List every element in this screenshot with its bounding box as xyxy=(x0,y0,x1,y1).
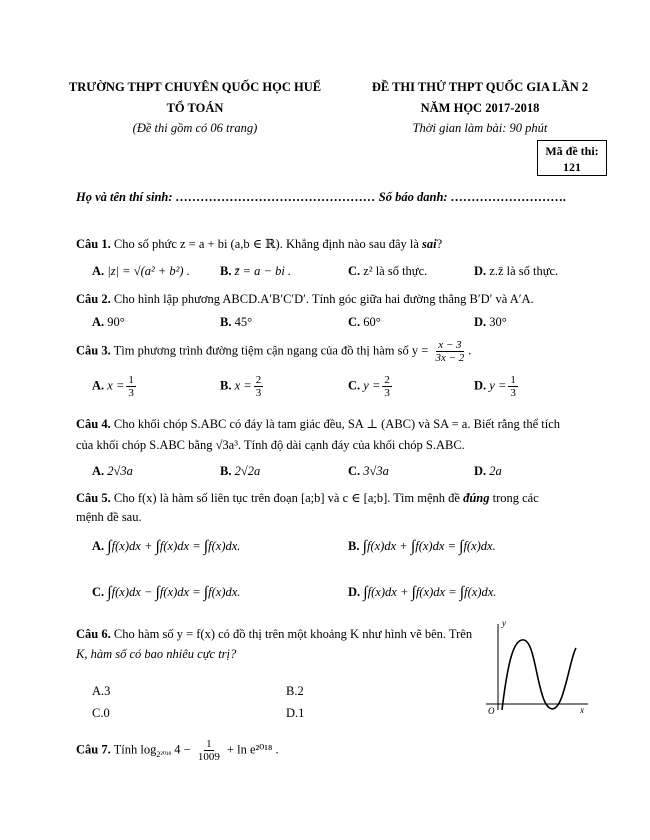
q5-option-a[interactable]: A. ∫f(x)dx + ∫f(x)dx = ∫f(x)dx. xyxy=(92,538,241,555)
question-4-line-1: Câu 4. Cho khối chóp S.ABC có đáy là tam giác đều, SA ⊥ (ABC) và SA = a. Biết rằng thể tích xyxy=(76,417,561,431)
exam-time: Thời gian làm bài: 90 phút xyxy=(412,121,548,135)
school-year: NĂM HỌC 2017-2018 xyxy=(420,101,540,115)
q3-option-a[interactable]: A. x = $\frac{1}{3}$ xyxy=(92,374,134,399)
function-curve xyxy=(502,640,576,710)
q1-option-c[interactable]: C. z² là số thực. xyxy=(348,264,428,278)
x-axis-label: x xyxy=(580,705,584,715)
school-name: TRƯỜNG THPT CHUYÊN QUỐC HỌC HUẾ xyxy=(68,80,322,94)
question-3: Câu 3. Tìm phương trình đường tiệm cận ngang của đồ thị hàm số y = $\frac{x - 3}{3x - 2}$ . xyxy=(76,339,472,364)
question-5-line-1: Câu 5. Cho f(x) là hàm số liên tục trên đoạn [a;b] và c ∈ [a;b]. Tìm mệnh đề đúng trong các xyxy=(76,491,539,505)
q4-option-c[interactable]: C. 3√3a xyxy=(348,464,389,478)
q4-option-d[interactable]: D. 2a xyxy=(474,464,502,478)
q4-option-b[interactable]: B. 2√2a xyxy=(220,464,261,478)
q6-option-a[interactable]: A.3 xyxy=(92,684,111,698)
q3-option-d[interactable]: D. y = $\frac{1}{3}$ xyxy=(474,374,516,399)
q1-option-d[interactable]: D. z.z̄ là số thực. xyxy=(474,264,559,278)
q1-option-b[interactable]: B. z̄ = a − bi . xyxy=(220,264,292,278)
origin-label: O xyxy=(488,706,495,716)
q3-fraction: $\frac{x - 3}{3x - 2}$ xyxy=(435,339,465,364)
q2-option-a[interactable]: A. 90° xyxy=(92,315,125,329)
q6-option-c[interactable]: C.0 xyxy=(92,706,110,720)
q4-option-a[interactable]: A. 2√3a xyxy=(92,464,133,478)
q6-option-d[interactable]: D.1 xyxy=(286,706,305,720)
question-4-line-2: của khối chóp S.ABC bằng √3a³. Tính độ dài cạnh đáy của khối chóp S.ABC. xyxy=(76,438,465,452)
pages-note: (Đề thi gồm có 06 trang) xyxy=(132,121,258,135)
exam-code-box xyxy=(537,140,607,176)
question-7: Câu 7. Tính $\log_{2^{2018}} 4$ − $\frac{1}{1009}$ + ln e²⁰¹⁸ . xyxy=(76,738,279,763)
q2-option-b[interactable]: B. 45° xyxy=(220,315,253,329)
q5-option-b[interactable]: B. ∫f(x)dx + ∫f(x)dx = ∫f(x)dx. xyxy=(348,538,496,555)
q2-option-c[interactable]: C. 60° xyxy=(348,315,381,329)
student-info-line: Họ và tên thí sinh: ………………………………………… Số báo danh: ………………………. xyxy=(76,190,567,204)
group-name: TỔ TOÁN xyxy=(166,101,224,115)
question-5-line-2: mệnh đề sau. xyxy=(76,510,142,524)
exam-code: 121 xyxy=(563,160,581,174)
question-1: Câu 1. Cho số phức z = a + bi (a,b ∈ ℝ). Khẳng định nào sau đây là sai? xyxy=(76,237,443,251)
question-6-line-1: Câu 6. Cho hàm số y = f(x) có đồ thị trên một khoảng K như hình vẽ bên. Trên xyxy=(76,627,473,641)
exam-code-label: Mã đề thi: xyxy=(545,144,599,158)
y-axis-label: y xyxy=(502,620,506,628)
q3-option-b[interactable]: B. x = $\frac{2}{3}$ xyxy=(220,374,262,399)
q5-option-d[interactable]: D. ∫f(x)dx + ∫f(x)dx = ∫f(x)dx. xyxy=(348,584,497,601)
q6-option-b[interactable]: B.2 xyxy=(286,684,304,698)
question-2: Câu 2. Cho hình lập phương ABCD.A′B′C′D′. Tính góc giữa hai đường thẳng B′D′ và A′A. xyxy=(76,292,534,306)
function-graph xyxy=(484,620,594,720)
q1-option-a[interactable]: A. |z| = √(a² + b²) . xyxy=(92,264,190,278)
exam-title: ĐỀ THI THỬ THPT QUỐC GIA LẦN 2 xyxy=(371,80,589,94)
q2-option-d[interactable]: D. 30° xyxy=(474,315,507,329)
question-6-line-2: K, hàm số có bao nhiêu cực trị? xyxy=(76,647,237,661)
q5-option-c[interactable]: C. ∫f(x)dx − ∫f(x)dx = ∫f(x)dx. xyxy=(92,584,241,601)
q3-option-c[interactable]: C. y = $\frac{2}{3}$ xyxy=(348,374,390,399)
